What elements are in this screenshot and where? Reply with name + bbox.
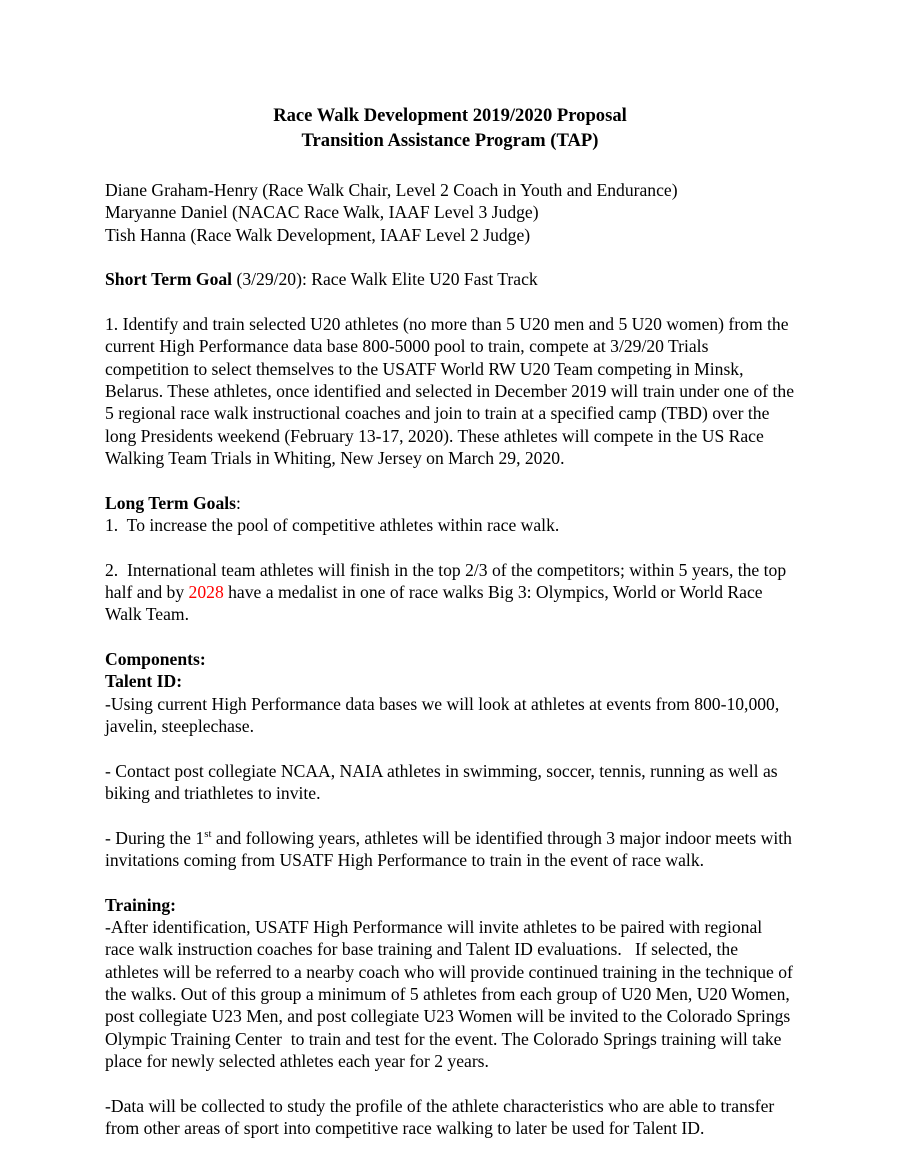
training-paragraph-2: -Data will be collected to study the profile of the athlete characteristics who are able to transfer from other areas of sport into competitive race walking to later be used for Talent ID. <box>105 1095 775 1139</box>
long-term-item-2-text-start: 2. International team athletes will finish in the top 2/3 of the competitors; within 5 years, the top half and by <box>105 559 791 602</box>
document-body <box>105 103 798 1139</box>
spacer-training <box>105 1072 795 1094</box>
short-term-goal-item-1: 1. Identify and train selected U20 athletes (no more than 5 U20 men and 5 U20 women) from the current High Performance data base 800-5000 pool to train, compete at 3/29/20 Trials competition to select themselves to the USATF World RW U20 Team competing in Minsk, Belarus. These athletes, once identified and selected in December 2019 will train under one of the 5 regional race walk instructional coaches and join to train at a specified camp (TBD) over the long Presidents weekend (February 13-17, 2020). These athletes will compete in the US Race Walking Team Trials in Whiting, New Jersey on March 29, 2020. <box>105 313 795 469</box>
title-spacer <box>105 153 795 179</box>
short-term-goal-detail: (3/29/20): Race Walk Elite U20 Fast Track <box>232 269 538 290</box>
training-paragraph-1: -After identification, USATF High Performance will invite athletes to be paired with regional race walk instruction coaches for base training and Talent ID evaluations. If selected, the athletes will be referred to a nearby coach who will provide continued training in the technique of the walks. Out of this group a minimum of 5 athletes from each group of U20 Men, U20 Women, post collegiate U23 Men, and post collegiate U23 Women will be invited to the Colorado Springs Olympic Training Center to train and test for the event. The Colorado Springs training will take place for newly selected athletes each year for 2 years. <box>105 916 798 1072</box>
long-term-item-2-year-highlight: 2028 <box>188 582 224 602</box>
short-term-goal-label: Short Term Goal <box>105 269 233 290</box>
long-term-goals-heading <box>105 492 795 514</box>
title-line-2: Transition Assistance Program (TAP) <box>301 130 599 151</box>
page-title <box>105 103 795 153</box>
spacer-long-term-items <box>105 536 795 558</box>
spacer-before-components <box>105 626 795 648</box>
talent-id-heading: Talent ID: <box>105 671 183 692</box>
training-heading: Training: <box>105 894 177 915</box>
talent-id-paragraph-1: -Using current High Performance data bases we will look at athletes at events from 800-10,000, javelin, steeplechase. <box>105 693 780 737</box>
author-line-2: Maryanne Daniel (NACAC Race Walk, IAAF Level 3 Judge) <box>105 202 539 223</box>
long-term-goals-item-2 <box>105 559 795 626</box>
short-term-goal-heading <box>105 268 795 290</box>
ordinal-suffix-superscript: st <box>204 827 212 840</box>
spacer-short-term <box>105 291 795 313</box>
long-term-goals-colon: : <box>236 492 241 513</box>
author-line-3: Tish Hanna (Race Walk Development, IAAF Level 2 Judge) <box>105 224 531 245</box>
title-line-1: Race Walk Development 2019/2020 Proposal <box>273 105 627 126</box>
talent-id-para-3-post: and following years, athletes will be identified through 3 major indoor meets with invitations coming from USATF High Performance to train in the event of race walk. <box>105 827 792 870</box>
talent-id-paragraph-2: - Contact post collegiate NCAA, NAIA athletes in swimming, soccer, tennis, running as well as biking and triathletes to invite. <box>105 760 778 803</box>
spacer-talent-1 <box>105 737 795 759</box>
spacer-before-long-term <box>105 469 795 491</box>
long-term-goals-label: Long Term Goals <box>105 492 236 513</box>
long-term-goals-item-1: 1. To increase the pool of competitive athletes within race walk. <box>105 515 560 536</box>
long-term-item-2-text-end: have a medalist in one of race walks Big 3: Olympics, World or World Race Walk Team. <box>105 582 767 625</box>
spacer-talent-2 <box>105 804 795 826</box>
spacer-before-training <box>105 871 795 893</box>
talent-id-paragraph-3 <box>105 827 795 872</box>
spacer-authors <box>105 246 795 268</box>
talent-id-para-3-pre: - During the 1 <box>105 827 205 848</box>
components-heading: Components: <box>105 648 206 669</box>
author-line-1: Diane Graham-Henry (Race Walk Chair, Level 2 Coach in Youth and Endurance) <box>105 180 678 200</box>
